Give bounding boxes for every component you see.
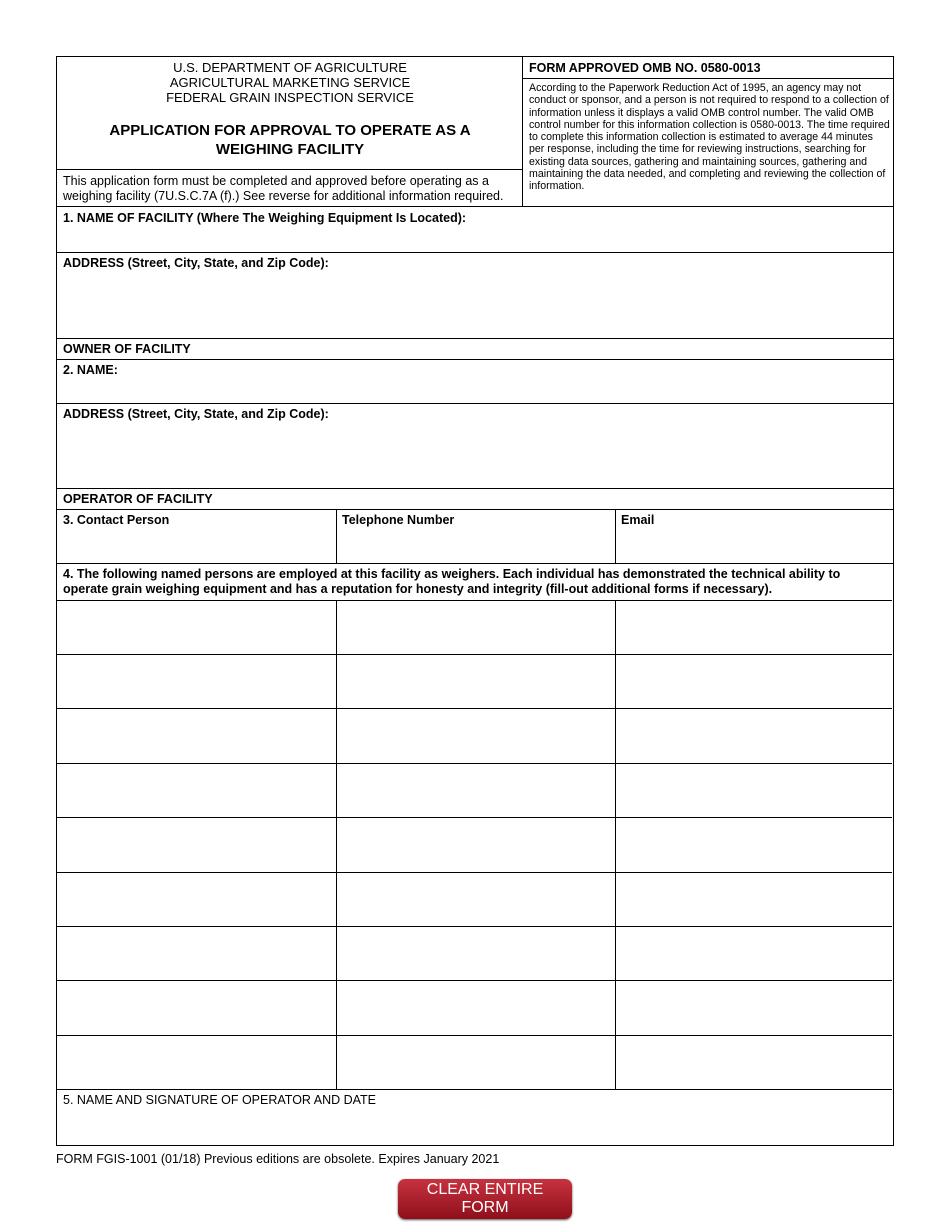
owner-name-label: 2. NAME: [63,363,118,377]
application-form [56,56,894,1146]
rule [57,509,893,510]
intro-text: This application form must be completed and approved before operating as a weighing facility (7U.S.C.7A (f).) See reverse for additional information required. [63,174,504,203]
paperwork-reduction-notice: According to the Paperwork Reduction Act of 1995, an agency may not conduct or sponsor, and a person is not required to respond to a collection of information unless it displays a valid OMB control number. The valid OMB control number for this information collection is 0580-0013. The time required to complete this information collection is estimated to average 44 minutes per response, including the time for reviewing instructions, searching for existing data sources, gathering and maintaining sources, gathering and maintaining the data needed, and completing and reviewing the collection of information. [529,82,890,193]
facility-name-input[interactable] [63,228,887,250]
column-divider [336,600,337,1089]
telephone-input[interactable] [340,531,612,559]
contact-person-input[interactable] [61,531,333,559]
weigher-8-col-3[interactable] [619,985,891,1031]
email-label: Email [621,513,655,527]
weigher-5-col-3[interactable] [619,822,891,868]
rule [57,980,892,981]
weigher-6-col-2[interactable] [340,876,612,922]
owner-name-input[interactable] [63,380,887,402]
rule [57,654,892,655]
weigher-5-col-2[interactable] [340,822,612,868]
form-title-line1: APPLICATION FOR APPROVAL TO OPERATE AS A [109,122,471,139]
weigher-2-col-3[interactable] [619,658,891,704]
facility-address-input[interactable] [63,273,887,337]
column-divider [336,509,337,563]
weigher-1-col-1[interactable] [61,604,333,650]
header-vertical-divider [522,57,523,206]
rule [57,600,892,601]
telephone-label: Telephone Number [342,513,455,527]
weigher-6-col-1[interactable] [61,876,333,922]
rule [57,708,892,709]
weighers-table [57,600,892,1089]
weigher-9-col-2[interactable] [340,1039,612,1085]
rule [57,488,893,489]
weigher-8-col-1[interactable] [61,985,333,1031]
weigher-1-col-3[interactable] [619,604,891,650]
operator-heading: OPERATOR OF FACILITY [63,492,213,506]
weighers-statement: 4. The following named persons are employed at this facility as weighers. Each individual has demonstrated the technical ability to operate grain weighing equipment and has a reputation for honesty and integrity (fill-out additional forms if necessary). [63,567,841,596]
owner-address-input[interactable] [63,424,887,486]
rule [57,252,893,253]
agency-inspection: FEDERAL GRAIN INSPECTION SERVICE [166,90,414,105]
agency-service: AGRICULTURAL MARKETING SERVICE [169,75,411,90]
weigher-3-col-1[interactable] [61,713,333,759]
weigher-1-col-2[interactable] [340,604,612,650]
weigher-6-col-3[interactable] [619,876,891,922]
rule [57,763,892,764]
owner-heading: OWNER OF FACILITY [63,342,191,356]
column-divider [615,600,616,1089]
weigher-9-col-3[interactable] [619,1039,891,1085]
weigher-4-col-2[interactable] [340,767,612,813]
facility-address-label: ADDRESS (Street, City, State, and Zip Code): [63,256,329,270]
rule [57,1035,892,1036]
owner-address-label: ADDRESS (Street, City, State, and Zip Code): [63,407,329,421]
weigher-7-col-2[interactable] [340,930,612,976]
rule [57,338,893,339]
rule [57,206,893,207]
clear-form-button[interactable]: CLEAR ENTIRE FORM [398,1179,572,1219]
form-title-line2: WEIGHING FACILITY [215,141,365,158]
rule [57,403,893,404]
column-divider [615,509,616,563]
signature-label: 5. NAME AND SIGNATURE OF OPERATOR AND DATE [63,1093,377,1107]
contact-person-label: 3. Contact Person [63,513,170,527]
email-input[interactable] [619,531,891,559]
weigher-8-col-2[interactable] [340,985,612,1031]
rule [57,817,892,818]
weigher-4-col-1[interactable] [61,767,333,813]
form-title [57,121,523,159]
agency-block [57,60,523,105]
weigher-3-col-3[interactable] [619,713,891,759]
weigher-2-col-1[interactable] [61,658,333,704]
header-divider [57,169,523,170]
weigher-7-col-3[interactable] [619,930,891,976]
weigher-9-col-1[interactable] [61,1039,333,1085]
omb-number: FORM APPROVED OMB NO. 0580-0013 [529,61,761,75]
weigher-7-col-1[interactable] [61,930,333,976]
rule [57,359,893,360]
facility-name-label: 1. NAME OF FACILITY (Where The Weighing Equipment Is Located): [63,211,467,225]
weigher-5-col-1[interactable] [61,822,333,868]
form-footer: FORM FGIS-1001 (01/18) Previous editions are obsolete. Expires January 2021 [56,1152,500,1166]
rule [57,563,893,564]
weigher-2-col-2[interactable] [340,658,612,704]
agency-department: U.S. DEPARTMENT OF AGRICULTURE [173,60,407,75]
rule [57,926,892,927]
weigher-4-col-3[interactable] [619,767,891,813]
rule [57,872,892,873]
signature-input[interactable] [63,1110,887,1140]
weigher-3-col-2[interactable] [340,713,612,759]
omb-divider [523,78,893,79]
rule [57,1089,892,1090]
